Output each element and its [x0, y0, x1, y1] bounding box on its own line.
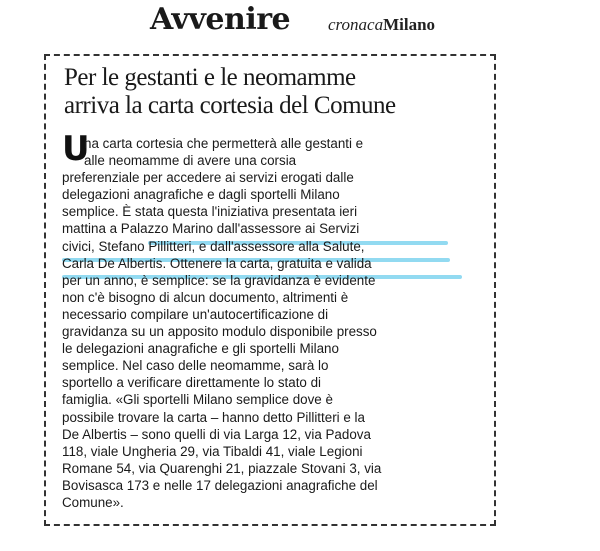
body-line: non c'è bisogno di alcun documento, altrimenti è — [62, 289, 349, 305]
body-line: alle neomamme di avere una corsia — [84, 153, 297, 169]
headline-line: arriva la carta cortesia del Comune — [64, 92, 396, 119]
body-line: delegazioni anagrafiche e dagli sportelli Milano — [62, 187, 340, 203]
headline-line: Per le gestanti e le neomamme — [64, 64, 356, 91]
body-line: per un anno, è semplice: se la gravidanza è evidente — [62, 272, 376, 288]
newspaper-masthead — [0, 0, 600, 52]
body-line: mattina a Palazzo Marino dall'assessore ai Servizi — [62, 221, 360, 237]
article-headline — [64, 64, 494, 120]
body-line: De Albertis – sono quelli di via Larga 12, via Padova — [62, 426, 371, 442]
body-line: sportello a verificare direttamente lo stato di — [62, 375, 322, 391]
body-line: le delegazioni anagrafiche e gli sportelli Milano — [62, 341, 339, 357]
body-line: Bovisasca 173 e nelle 17 delegazioni anagrafiche del — [62, 477, 378, 493]
section-prefix: cronaca — [328, 15, 384, 34]
body-line: preferenziale per accedere ai servizi erogati dalle — [62, 170, 354, 186]
body-line: famiglia. «Gli sportelli Milano semplice dove è — [62, 392, 333, 408]
drop-cap: U — [62, 129, 90, 169]
body-line: na carta cortesia che permetterà alle gestanti e — [84, 136, 364, 151]
body-line: civici, Stefano Pillitteri, e dall'assessore alla Salute, — [62, 238, 365, 254]
body-line: necessario compilare un'autocertificazione di — [62, 306, 329, 322]
body-line: semplice. È stata questa l'iniziativa presentata ieri — [62, 204, 358, 220]
section-name — [328, 15, 435, 35]
newspaper-name: Avvenire — [150, 2, 291, 37]
body-line: possibile trovare la carta – hanno detto Pillitteri e la — [62, 409, 365, 425]
body-line: 118, viale Ungheria 29, via Tibaldi 41, viale Legioni — [62, 443, 363, 459]
body-line: Romane 54, via Quarenghi 21, piazzale Stovani 3, via — [62, 460, 382, 476]
body-line: gravidanza su un apposito modulo disponibile presso — [62, 324, 377, 340]
section-city: Milano — [383, 15, 436, 34]
body-line: Carla De Albertis. Ottenere la carta, gratuita e valida — [62, 255, 372, 271]
body-line: semplice. Nel caso delle neomamme, sarà lo — [62, 358, 329, 374]
body-line: Comune». — [62, 494, 124, 510]
article-body — [62, 135, 492, 511]
